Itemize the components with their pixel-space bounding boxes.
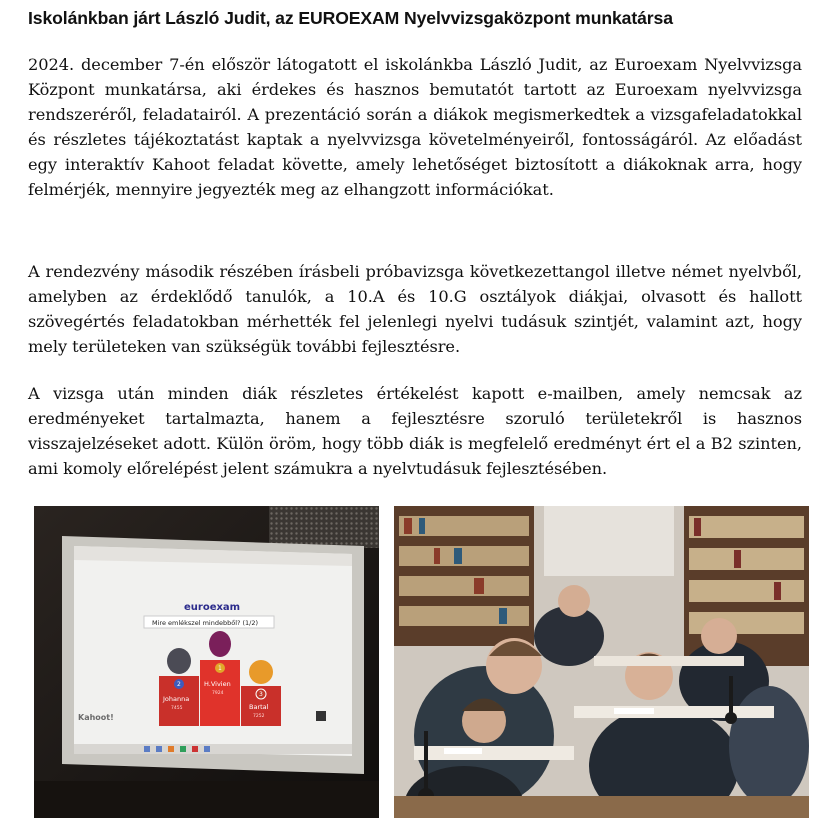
podium-name-2: Johanna [163,695,190,703]
exam-photo [394,506,809,818]
presentation-photo-image [34,506,379,818]
article-title: Iskolánkban járt László Judit, az EUROEXAM Nyelvvizsgaközpont munkatársa [28,8,673,28]
paragraph-exam: A rendezvény második részében írásbeli próbavizsga következettangol illetve német nyelvből, amelyben az érdeklődő tanulók, a 10.A és 10.G osztályok diákjai, olvasott és hallott szövegértés feladatokban mérhették fel jelenlegi nyelvi tudásuk szintjét, valamint azt, hogy mely területeken van szükségük további fejlesztésre. [28,262,802,356]
podium-rank-1: 1 [218,665,222,672]
presentation-photo [34,506,379,818]
podium-rank-2: 2 [177,681,181,688]
exam-photo-image [394,506,809,818]
paragraph-intro: 2024. december 7-én először látogatott el iskolánkba László Judit, az Euroexam Nyelvvizsga Központ munkatársa, aki érdekes és hasznos bemutatót tartott az Euroexam nyelvvizsga rendszeréről, feladatairól. A prezentáció során a diákok megismerkedtek a vizsgafeladatokkal és részletes tájékoztatást kaptak a nyelvvizsga követelményeiről, fontosságáról. Az előadást egy interaktív Kahoot feladat követte, amely lehetőséget biztosított a diákoknak arra, hogy felmérjék, mennyire jegyezték meg az elhangzott információkat. [28,55,802,199]
paragraph-results: A vizsga után minden diák részletes értékelést kapott e-mailben, amely nemcsak az eredményeket tartalmazta, hanem a fejlesztésre szoruló területekről is hasznos visszajelzéseket adott. Külön öröm, hogy több diák is megfelelő eredményt ért el a B2 szinten, ami komoly előrelépést jelent számukra a nyelvtudásuk fejlesztésében. [28,384,802,478]
podium-name-3: Bartal [249,703,269,711]
euroexam-logo: euroexam [184,602,241,613]
podium-name-1: H.Vivien [204,680,231,688]
podium-rank-3: 3 [259,691,263,698]
kahoot-question: Mire emlékszel mindebből? (1/2) [152,619,259,627]
podium-score-1: 7924 [212,691,224,696]
kahoot-logo: Kahoot! [78,713,114,722]
podium-score-3: 7252 [253,714,265,719]
podium-score-2: 7455 [171,706,183,711]
